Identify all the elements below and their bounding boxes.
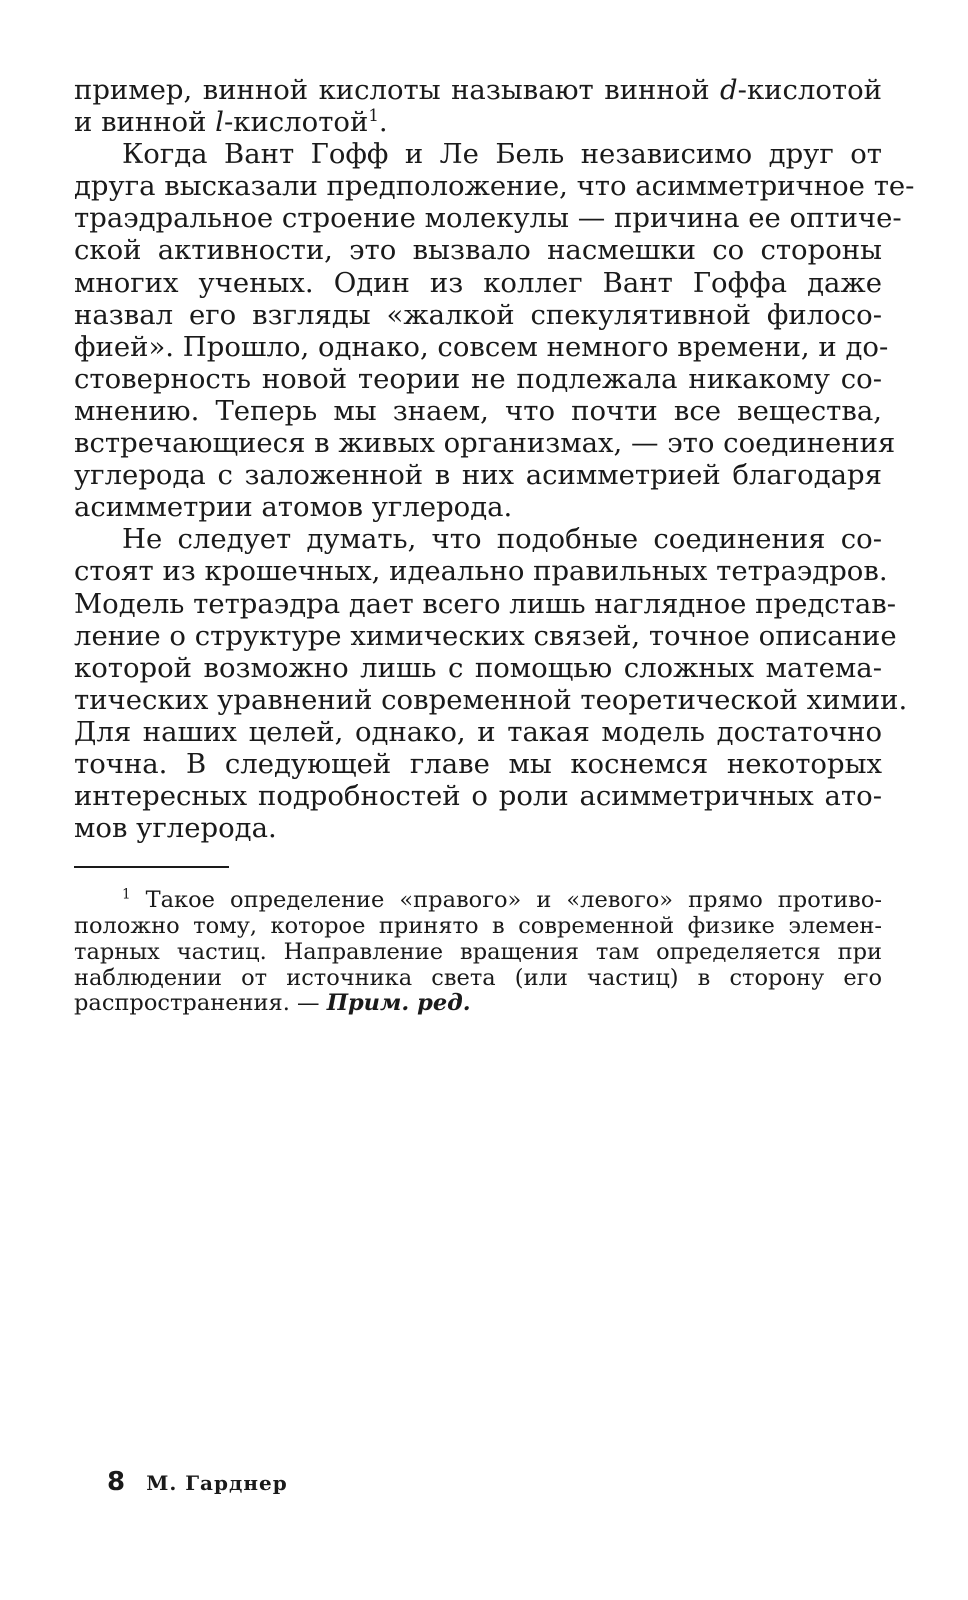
text-line xyxy=(74,74,882,106)
italic-letter-d: d xyxy=(720,74,738,106)
footnote-marker: 1 xyxy=(122,886,131,903)
paragraph-first-line: Не следует думать, что подобные соединения со- xyxy=(122,523,882,556)
text-line: стоверность новой теории не подлежала никакому со- xyxy=(74,362,882,395)
footnote-line: положно тому, которое принято в современной физике элемен- xyxy=(74,913,882,940)
footnote xyxy=(74,888,882,1017)
footnote-line xyxy=(74,888,882,914)
text-line: тических уравнений современной теоретической химии. xyxy=(74,683,908,716)
text-fragment: Такое определение «правого» и «левого» прямо противо- xyxy=(145,887,883,914)
text-fragment: распространения. — xyxy=(74,990,327,1017)
text-fragment: и винной xyxy=(74,106,216,139)
text-fragment: -кислотой xyxy=(737,74,882,106)
text-line: Для наших целей, однако, и такая модель достаточно xyxy=(74,715,882,748)
main-text xyxy=(74,74,915,845)
text-line: стоят из крошечных, идеально правильных тетраэдров. xyxy=(74,555,888,588)
paragraph-last-line: асимметрии атомов углерода. xyxy=(74,491,513,524)
footnote-line xyxy=(74,991,882,1017)
running-author: М. Гарднер xyxy=(146,1471,288,1495)
text-line: фией». Прошло, однако, совсем немного времени, и до- xyxy=(74,330,889,363)
text-fragment: пример, винной кислоты называют винной xyxy=(74,74,721,106)
text-line: Модель тетраэдра дает всего лишь наглядное представ- xyxy=(74,587,897,620)
text-line: интересных подробностей о роли асимметричных ато- xyxy=(74,780,882,813)
book-page xyxy=(74,74,915,1017)
paragraph-last-line: мов углерода. xyxy=(74,812,277,845)
editor-note-attribution: Прим. ред. xyxy=(326,990,471,1017)
paragraph-first-line: Когда Вант Гофф и Ле Бель независимо друг от xyxy=(122,138,882,171)
text-line: траэдральное строение молекулы — причина ее оптиче- xyxy=(74,202,902,235)
footnote-line: тарных частиц. Направление вращения там определяется при xyxy=(74,938,882,965)
text-fragment: -кислотой xyxy=(223,106,369,139)
page-footer xyxy=(107,1467,288,1497)
italic-letter-l: l xyxy=(215,106,224,139)
text-line: назвал его взгляды «жалкой спекулятивной филосо- xyxy=(74,298,882,331)
text-line: встречающиеся в живых организмах, — это соединения xyxy=(74,427,896,460)
footnote-separator xyxy=(74,866,229,868)
text-fragment: . xyxy=(378,106,388,139)
text-line: ление о структуре химических связей, точное описание xyxy=(74,619,897,652)
text-line: которой возможно лишь с помощью сложных матема- xyxy=(74,651,882,684)
text-line: мнению. Теперь мы знаем, что почти все вещества, xyxy=(74,394,882,427)
footnote-line: наблюдении от источника света (или частиц) в сторону его xyxy=(74,964,882,991)
text-line: точна. В следующей главе мы коснемся некоторых xyxy=(74,747,882,780)
text-line: углерода с заложенной в них асимметрией благодаря xyxy=(74,459,882,492)
text-line xyxy=(74,106,882,138)
text-line: многих ученых. Один из коллег Вант Гоффа даже xyxy=(74,266,882,299)
text-line: ской активности, это вызвало насмешки со стороны xyxy=(74,234,882,267)
page-number: 8 xyxy=(107,1467,126,1497)
text-line: друга высказали предположение, что асимметричное те- xyxy=(74,170,915,203)
footnote-reference[interactable]: 1 xyxy=(368,105,379,125)
